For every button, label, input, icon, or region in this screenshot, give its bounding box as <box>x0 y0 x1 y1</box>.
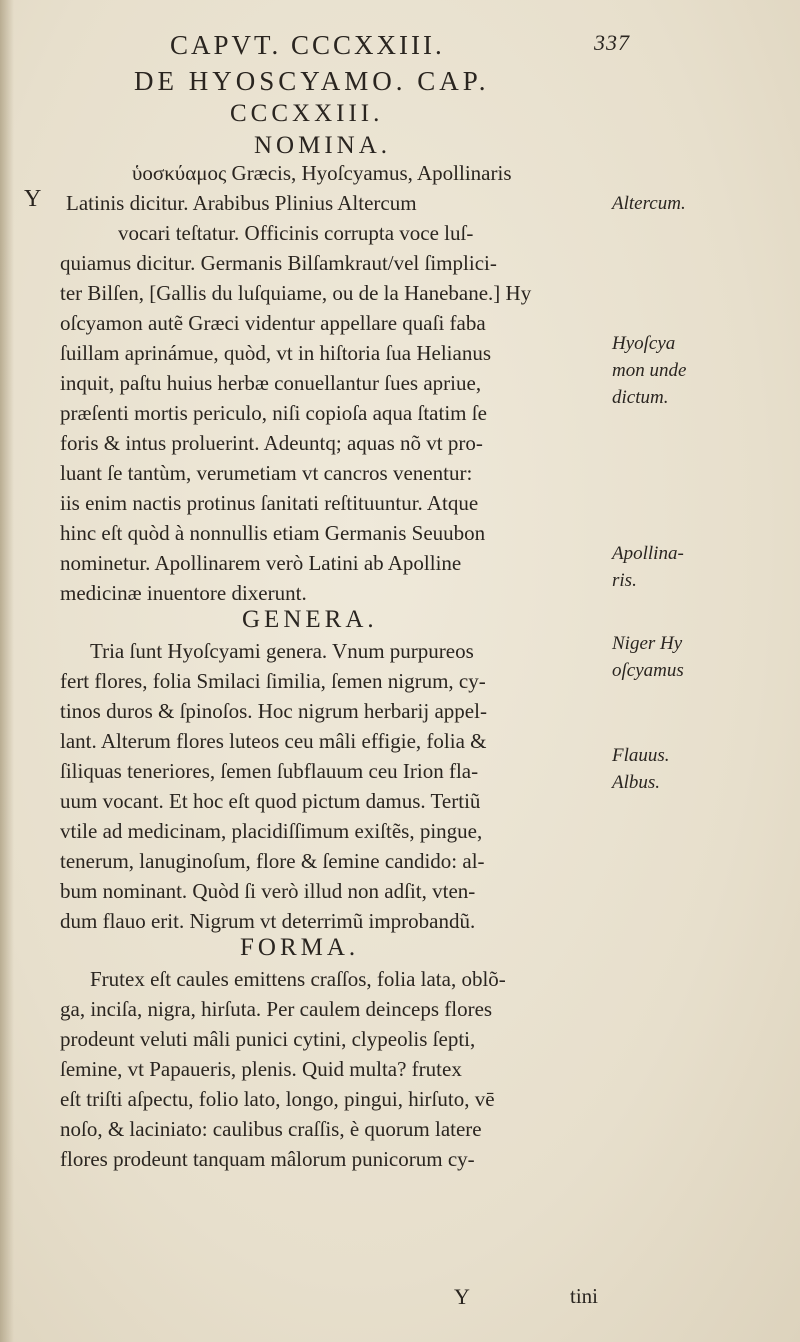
catchword: tini <box>570 1284 599 1308</box>
margin-note: Flauus. <box>612 745 670 766</box>
running-title: CAPVT. CCCXXIII. <box>170 30 445 60</box>
body-line: vtile ad medicinam, placidiſſimum exiſtẽs, pingue, <box>60 819 483 843</box>
body-line: hinc eſt quòd à nonnullis etiam Germanis Seuubon <box>60 521 486 545</box>
drop-letter: Y <box>24 186 42 212</box>
chapter-number: CCCXXIII. <box>230 100 384 127</box>
body-line: prodeunt veluti mâli punici cytini, clypeolis ſepti, <box>60 1027 476 1051</box>
folio-number: 337 <box>594 30 630 55</box>
body-line: uum vocant. Et hoc eſt quod pictum damus. Tertiũ <box>60 789 481 813</box>
margin-note: Albus. <box>612 772 661 793</box>
body-line: luant ſe tantùm, verumetiam vt cancros venentur: <box>60 461 473 485</box>
body-line: ga, inciſa, nigra, hirſuta. Per caulem deinceps flores <box>60 997 493 1021</box>
page-gutter-shadow <box>0 0 14 1342</box>
body-line: quiamus dicitur. Germanis Bilſamkraut/vel ſimplici- <box>60 251 497 275</box>
running-head <box>170 30 630 61</box>
body-line: nominetur. Apollinarem verò Latini ab Apolline <box>60 551 462 575</box>
body-line: eſt triſti aſpectu, folio lato, longo, pingui, hirſuto, vē <box>60 1087 495 1111</box>
margin-note: Apollina- <box>612 543 684 564</box>
body-line: foris & intus proluerint. Adeuntq; aquas nõ vt pro- <box>60 431 483 455</box>
body-line: oſcyamon autẽ Græci videntur appellare quaſi faba <box>60 311 486 335</box>
section-heading-genera: GENERA. <box>242 606 378 633</box>
margin-note: Niger Hy <box>612 633 683 654</box>
body-line: iis enim nactis protinus ſanitati reſtituuntur. Atque <box>60 491 479 515</box>
section-heading-nomina: NOMINA. <box>254 132 392 159</box>
body-line: ὑοσκύαμος Græcis, Hyoſcyamus, Apollinaris <box>132 161 512 185</box>
body-line: bum nominant. Quòd ſi verò illud non adſit, vten- <box>60 879 476 903</box>
body-line: inquit, paſtu huius herbæ conuellantur ſues apriue, <box>60 371 482 395</box>
margin-note: mon unde <box>612 360 687 381</box>
chapter-title: DE HYOSCYAMO. CAP. <box>134 66 490 96</box>
margin-note: oſcyamus <box>612 660 684 681</box>
body-line: ſuillam aprinámue, quòd, vt in hiſtoria ſua Helianus <box>60 341 491 365</box>
margin-note: Hyoſcya <box>612 333 676 354</box>
body-line: Frutex eſt caules emittens craſſos, folia lata, oblõ- <box>90 967 506 991</box>
body-line: lant. Alterum flores luteos ceu mâli effigie, folia & <box>60 729 487 753</box>
body-line: Tria ſunt Hyoſcyami genera. Vnum purpureos <box>90 639 474 663</box>
margin-note: dictum. <box>612 387 669 408</box>
body-line: tinos duros & ſpinoſos. Hoc nigrum herbarij appel- <box>60 699 487 723</box>
margin-note: ris. <box>612 570 637 591</box>
body-line: ter Bilſen, [Gallis du luſquiame, ou de la Hanebane.] Hy <box>60 281 532 305</box>
signature-mark: Y <box>454 1284 470 1309</box>
body-line: præſenti mortis periculo, niſi copioſa aqua ſtatim ſe <box>60 401 487 425</box>
body-line: dum flauo erit. Nigrum vt deterrimũ improbandũ. <box>60 909 476 933</box>
body-line: tenerum, lanuginoſum, flore & ſemine candido: al- <box>60 849 485 873</box>
body-line: fert flores, folia Smilaci ſimilia, ſemen nigrum, cy- <box>60 669 486 693</box>
section-heading-forma: FORMA. <box>240 934 360 961</box>
body-line: medicinæ inuentore dixerunt. <box>60 581 307 605</box>
body-line: noſo, & laciniato: caulibus craſſis, è quorum latere <box>60 1117 482 1141</box>
margin-note: Altercum. <box>612 193 686 214</box>
body-line: vocari teſtatur. Officinis corrupta voce luſ- <box>118 221 474 245</box>
body-line: Latinis dicitur. Arabibus Plinius Altercum <box>66 191 417 215</box>
body-line: flores prodeunt tanquam mâlorum punicorum cy- <box>60 1147 475 1171</box>
body-line: ſemine, vt Papaueris, plenis. Quid multa? frutex <box>60 1057 462 1081</box>
body-line: ſiliquas teneriores, ſemen ſubflauum ceu Irion fla- <box>60 759 479 783</box>
